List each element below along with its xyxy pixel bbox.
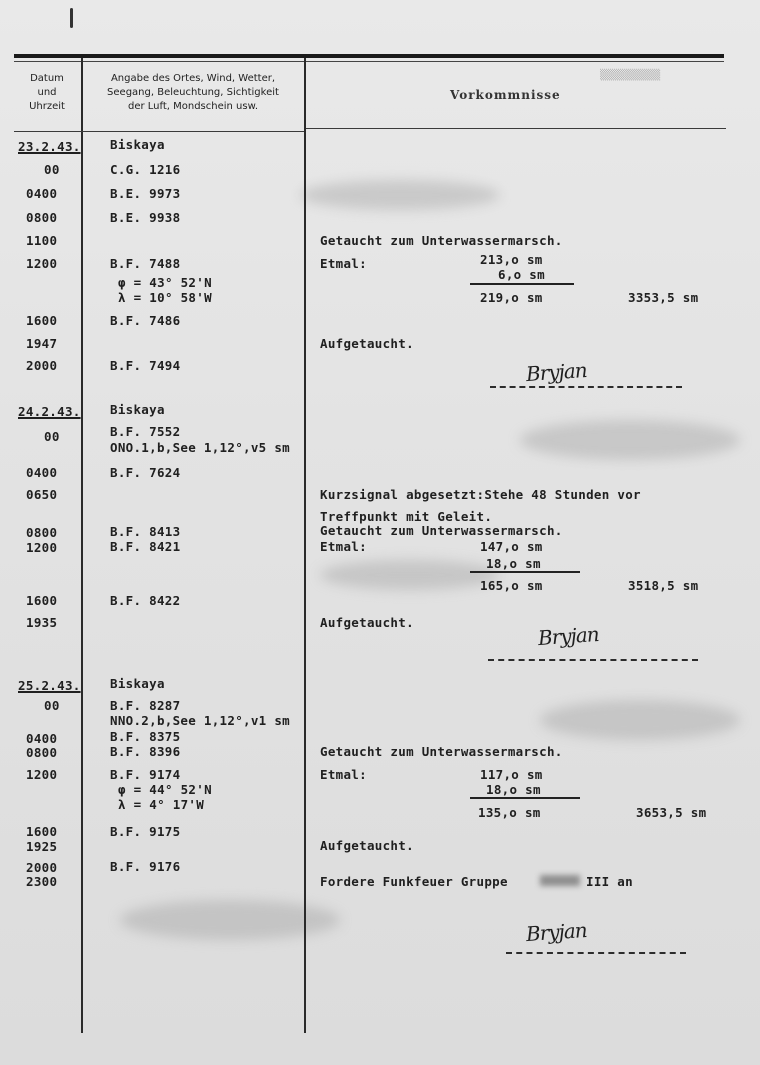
etmal-underline bbox=[470, 797, 580, 799]
event-cell: Kurzsignal abgesetzt:Stehe 48 Stunden vor bbox=[320, 487, 641, 502]
position-lon: λ = 10° 58'W bbox=[118, 290, 212, 305]
position-cell: C.G. 1216 bbox=[110, 162, 181, 177]
position-cell: B.F. 8396 bbox=[110, 744, 181, 759]
header-events: Vorkommnisse bbox=[450, 88, 561, 102]
day2-region: Biskaya bbox=[110, 402, 165, 417]
time-cell: 00 bbox=[44, 162, 60, 177]
time-cell: 1600 bbox=[26, 593, 58, 608]
position-cell: B.F. 7488 bbox=[110, 256, 181, 271]
weather-cell: NNO.2,b,See 1,12°,v1 sm bbox=[110, 713, 290, 728]
event-cell: Aufgetaucht. bbox=[320, 615, 414, 630]
column-divider-1 bbox=[81, 58, 83, 1033]
signature: Bryjan bbox=[525, 357, 588, 387]
time-cell: 0400 bbox=[26, 465, 58, 480]
position-lat: φ = 43° 52'N bbox=[118, 275, 212, 290]
header-rule-right bbox=[306, 128, 726, 129]
time-cell: 0800 bbox=[26, 745, 58, 760]
position-cell: B.F. 9176 bbox=[110, 859, 181, 874]
event-cell: Etmal: bbox=[320, 767, 367, 782]
smudge bbox=[520, 420, 740, 460]
day3-region: Biskaya bbox=[110, 676, 165, 691]
header-rule-left bbox=[14, 131, 304, 132]
etmal-value: 6,o sm bbox=[498, 267, 545, 282]
time-cell: 00 bbox=[44, 429, 60, 444]
position-cell: B.F. 8421 bbox=[110, 539, 181, 554]
event-cell: Etmal: bbox=[320, 256, 367, 271]
smudge bbox=[300, 180, 500, 210]
etmal-value: 147,o sm bbox=[480, 539, 543, 554]
position-lat: φ = 44° 52'N bbox=[118, 782, 212, 797]
smudge bbox=[540, 700, 740, 740]
total-distance: 3653,5 sm bbox=[636, 805, 707, 820]
header-date-time: Datum und Uhrzeit bbox=[29, 73, 65, 112]
signature: Bryjan bbox=[525, 917, 588, 947]
etmal-underline bbox=[470, 571, 580, 573]
etmal-value: 213,o sm bbox=[480, 252, 543, 267]
time-cell: 1600 bbox=[26, 313, 58, 328]
event-cell: Aufgetaucht. bbox=[320, 336, 414, 351]
bleed-through-text: ▒▒▒▒▒▒▒▒▒▒ bbox=[600, 70, 661, 81]
event-cell: Getaucht zum Unterwassermarsch. bbox=[320, 744, 563, 759]
etmal-value: 117,o sm bbox=[480, 767, 543, 782]
etmal-sum: 165,o sm bbox=[480, 578, 543, 593]
day1-date: 23.2.43. bbox=[18, 139, 81, 154]
position-cell: B.F. 9175 bbox=[110, 824, 181, 839]
position-cell: B.F. 8413 bbox=[110, 524, 181, 539]
event-cell: Getaucht zum Unterwassermarsch. bbox=[320, 233, 563, 248]
total-distance: 3353,5 sm bbox=[628, 290, 699, 305]
position-cell: B.F. 9174 bbox=[110, 767, 181, 782]
event-cell: Getaucht zum Unterwassermarsch. bbox=[320, 523, 563, 538]
event-cell: Treffpunkt mit Geleit. bbox=[320, 509, 493, 524]
column-divider-2 bbox=[304, 58, 306, 1033]
event-cell: III an bbox=[586, 874, 633, 889]
time-cell: 2000 bbox=[26, 358, 58, 373]
time-cell: 0400 bbox=[26, 186, 58, 201]
time-cell: 0800 bbox=[26, 525, 58, 540]
position-cell: B.F. 8422 bbox=[110, 593, 181, 608]
smudge bbox=[320, 560, 500, 590]
weather-cell: ONO.1,b,See 1,12°,v5 sm bbox=[110, 440, 290, 455]
signature-line bbox=[506, 952, 686, 954]
event-cell: Fordere Funkfeuer Gruppe bbox=[320, 874, 508, 889]
smudge bbox=[120, 900, 340, 940]
etmal-sum: 219,o sm bbox=[480, 290, 543, 305]
etmal-value: 18,o sm bbox=[486, 782, 541, 797]
event-cell: Aufgetaucht. bbox=[320, 838, 414, 853]
day3-date: 25.2.43. bbox=[18, 678, 81, 693]
total-distance: 3518,5 sm bbox=[628, 578, 699, 593]
signature: Bryjan bbox=[537, 621, 600, 651]
day1-region: Biskaya bbox=[110, 137, 165, 152]
position-lon: λ = 4° 17'W bbox=[118, 797, 205, 812]
time-cell: 1600 bbox=[26, 824, 58, 839]
position-cell: B.E. 9938 bbox=[110, 210, 181, 225]
time-cell: 0800 bbox=[26, 210, 58, 225]
time-cell: 2300 bbox=[26, 874, 58, 889]
position-cell: B.F. 7552 bbox=[110, 424, 181, 439]
time-cell: 1200 bbox=[26, 767, 58, 782]
signature-line bbox=[490, 386, 682, 388]
punch-mark bbox=[70, 8, 73, 28]
position-cell: B.F. 7486 bbox=[110, 313, 181, 328]
day2-date: 24.2.43. bbox=[18, 404, 81, 419]
signature-line bbox=[488, 659, 698, 661]
position-cell: B.F. 8287 bbox=[110, 698, 181, 713]
etmal-value: 18,o sm bbox=[486, 556, 541, 571]
top-rule bbox=[14, 54, 724, 58]
event-cell: Etmal: bbox=[320, 539, 367, 554]
time-cell: 1935 bbox=[26, 615, 58, 630]
time-cell: 2000 bbox=[26, 860, 58, 875]
time-cell: 00 bbox=[44, 698, 60, 713]
position-cell: B.E. 9973 bbox=[110, 186, 181, 201]
etmal-underline bbox=[470, 283, 574, 285]
time-cell: 0400 bbox=[26, 731, 58, 746]
time-cell: 1200 bbox=[26, 540, 58, 555]
time-cell: 1925 bbox=[26, 839, 58, 854]
header-location: Angabe des Ortes, Wind, Wetter, Seegang, Beleuchtung, Sichtigkeit der Luft, Mondschein usw. bbox=[107, 73, 279, 112]
position-cell: B.F. 8375 bbox=[110, 729, 181, 744]
time-cell: 1200 bbox=[26, 256, 58, 271]
etmal-sum: 135,o sm bbox=[478, 805, 541, 820]
top-rule-thin bbox=[14, 61, 724, 62]
position-cell: B.F. 7624 bbox=[110, 465, 181, 480]
time-cell: 1100 bbox=[26, 233, 58, 248]
redaction-smudge bbox=[540, 875, 580, 886]
position-cell: B.F. 7494 bbox=[110, 358, 181, 373]
time-cell: 0650 bbox=[26, 487, 58, 502]
time-cell: 1947 bbox=[26, 336, 58, 351]
